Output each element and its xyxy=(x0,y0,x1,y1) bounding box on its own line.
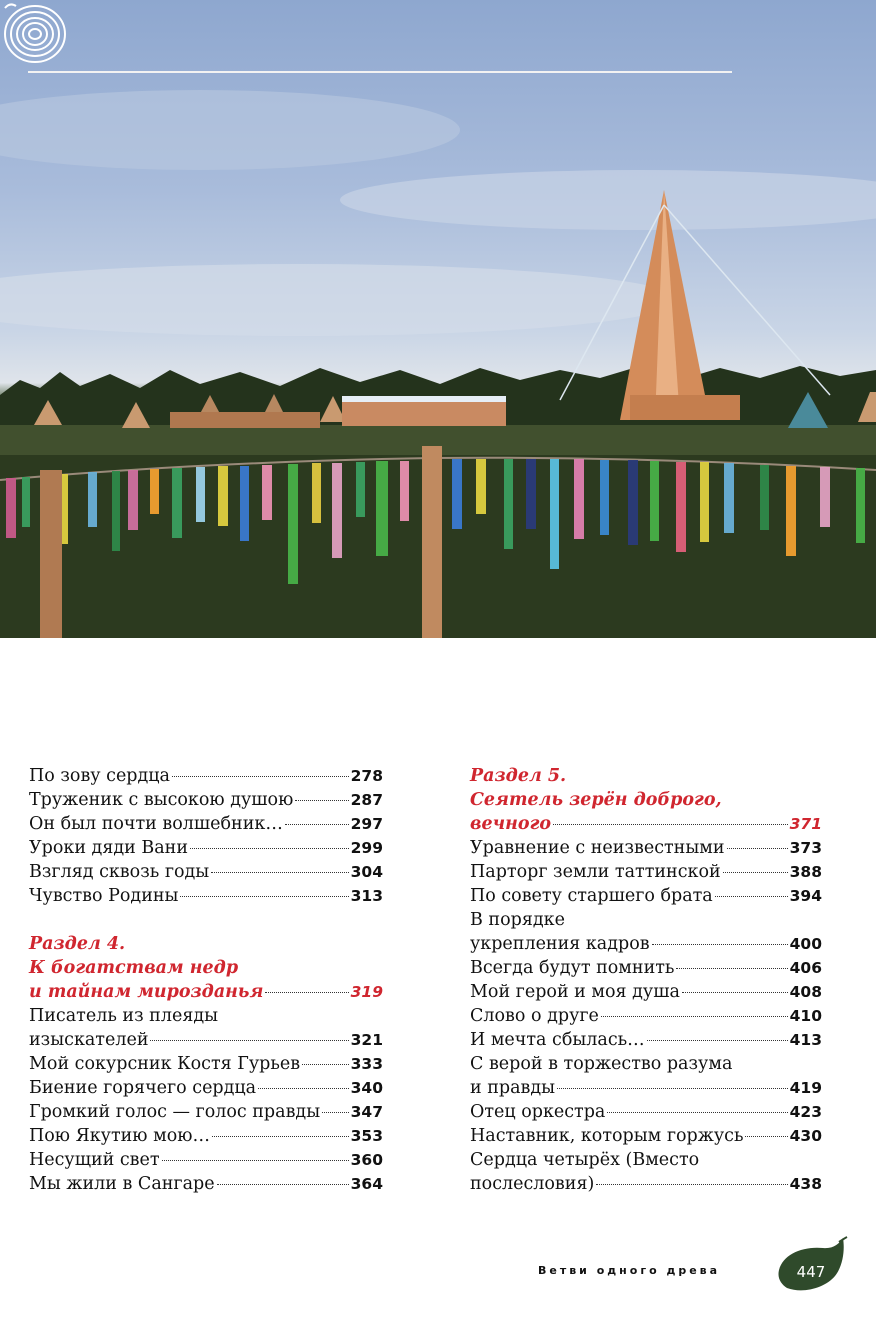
toc-entry-page: 438 xyxy=(789,1175,822,1193)
leader-dots xyxy=(285,824,349,825)
toc-entry-title: Слово о друге xyxy=(470,1006,599,1026)
section-title-line: вечного xyxy=(470,814,552,834)
leader-dots xyxy=(295,800,348,801)
toc-entry[interactable] xyxy=(29,1172,383,1196)
toc-list-a xyxy=(470,836,822,908)
festival-scene-illustration xyxy=(0,0,876,638)
leader-dots xyxy=(676,968,787,969)
toc-entry[interactable] xyxy=(470,1100,822,1124)
toc-entry-title: Писатель из плеяды xyxy=(29,1006,219,1026)
toc-entry-page: 340 xyxy=(350,1079,383,1097)
toc-entry-title: Биение горячего сердца xyxy=(29,1078,257,1098)
toc-entry[interactable] xyxy=(470,1052,822,1100)
section-4-heading[interactable] xyxy=(29,932,383,1004)
toc-entry[interactable] xyxy=(470,860,822,884)
toc-entry[interactable] xyxy=(29,1124,383,1148)
toc-entry-title: И мечта сбылась… xyxy=(470,1030,645,1050)
toc-entry[interactable] xyxy=(29,1100,383,1124)
toc-entry-title: Уравнение с неизвестными xyxy=(470,838,725,858)
toc-entry-page: 388 xyxy=(789,863,822,881)
section-number: Раздел 4. xyxy=(29,934,126,954)
toc-entry-page: 347 xyxy=(350,1103,383,1121)
leader-dots xyxy=(745,1136,787,1137)
toc-entry-page: 423 xyxy=(789,1103,822,1121)
toc-entry[interactable] xyxy=(29,812,383,836)
section-number: Раздел 5. xyxy=(470,766,567,786)
section-5-heading[interactable] xyxy=(470,764,822,836)
toc-entry-title: укрепления кадров xyxy=(470,934,650,954)
toc-entry-title: По зову сердца xyxy=(29,766,170,786)
toc-left-column xyxy=(29,764,383,1196)
toc-list-top xyxy=(29,764,383,908)
leader-dots xyxy=(652,944,788,945)
leader-dots xyxy=(322,1112,349,1113)
toc-entry[interactable] xyxy=(29,836,383,860)
section-title-line: Сеятель зерён доброго, xyxy=(470,790,722,810)
leader-dots xyxy=(682,992,788,993)
toc-right-column xyxy=(470,764,822,1196)
leader-dots xyxy=(596,1184,787,1185)
toc-list-bottom xyxy=(29,1052,383,1196)
toc-entry[interactable] xyxy=(470,1028,822,1052)
toc-entry-page: 419 xyxy=(789,1079,822,1097)
toc-entry-page: 304 xyxy=(350,863,383,881)
leader-dots xyxy=(212,1136,349,1137)
leader-dots xyxy=(180,896,348,897)
leader-dots xyxy=(601,1016,788,1017)
spacer xyxy=(29,908,383,932)
toc-entry[interactable] xyxy=(470,884,822,908)
toc-entry-page: 360 xyxy=(350,1151,383,1169)
toc-entry-page: 287 xyxy=(350,791,383,809)
toc-entry[interactable] xyxy=(470,1004,822,1028)
toc-entry-page: 313 xyxy=(350,887,383,905)
leader-dots xyxy=(727,848,788,849)
leader-dots xyxy=(162,1160,349,1161)
leader-dots xyxy=(647,1040,788,1041)
leader-dots xyxy=(553,824,788,825)
toc-entry-page: 299 xyxy=(350,839,383,857)
running-title: Ветви одного древа xyxy=(538,1264,721,1277)
leader-dots xyxy=(150,1040,348,1041)
leader-dots xyxy=(265,992,348,993)
toc-entry[interactable] xyxy=(29,1052,383,1076)
toc-entry-title: послесловия) xyxy=(470,1174,595,1194)
toc-entry-title: Сердца четырёх (Вместо xyxy=(470,1150,700,1170)
toc-entry-page: 353 xyxy=(350,1127,383,1145)
toc-entry-title: изыскателей xyxy=(29,1030,149,1050)
header-rule xyxy=(28,71,732,73)
toc-entry[interactable] xyxy=(29,1004,383,1052)
toc-entry-title: Отец оркестра xyxy=(470,1102,606,1122)
page-number: 447 xyxy=(796,1263,826,1281)
section-page: 371 xyxy=(789,815,822,833)
toc-entry-page: 394 xyxy=(789,887,822,905)
toc-list-b xyxy=(470,956,822,1052)
toc-entry-page: 321 xyxy=(350,1031,383,1049)
leader-dots xyxy=(723,872,788,873)
toc-entry-title: Парторг земли таттинской xyxy=(470,862,721,882)
leader-dots xyxy=(302,1064,349,1065)
toc-entry-title: Наставник, которым горжусь xyxy=(470,1126,744,1146)
leader-dots xyxy=(557,1088,788,1089)
toc-entry[interactable] xyxy=(29,764,383,788)
toc-entry-page: 430 xyxy=(789,1127,822,1145)
toc-entry-page: 333 xyxy=(350,1055,383,1073)
toc-entry-page: 373 xyxy=(789,839,822,857)
toc-entry[interactable] xyxy=(470,836,822,860)
cover-photo xyxy=(0,0,876,638)
toc-entry[interactable] xyxy=(29,1076,383,1100)
toc-entry-title: Взгляд сквозь годы xyxy=(29,862,210,882)
toc-entry-page: 410 xyxy=(789,1007,822,1025)
leader-dots xyxy=(217,1184,349,1185)
toc-entry[interactable] xyxy=(29,788,383,812)
toc-entry[interactable] xyxy=(29,1148,383,1172)
toc-entry-page: 400 xyxy=(789,935,822,953)
section-title-line: К богатствам недр xyxy=(29,958,239,978)
toc-entry-title: С верой в торжество разума xyxy=(470,1054,733,1074)
toc-list-c xyxy=(470,1100,822,1148)
leader-dots xyxy=(172,776,349,777)
toc-entry-title: Труженик с высокою душою xyxy=(29,790,294,810)
toc-entry-page: 364 xyxy=(350,1175,383,1193)
toc-entry-page: 413 xyxy=(789,1031,822,1049)
toc-entry[interactable] xyxy=(470,956,822,980)
toc-entry[interactable] xyxy=(29,860,383,884)
toc-entry-title: Он был почти волшебник… xyxy=(29,814,283,834)
toc-entry-title: Громкий голос — голос правды xyxy=(29,1102,321,1122)
toc-entry-page: 408 xyxy=(789,983,822,1001)
toc-entry-title: В порядке xyxy=(470,910,565,930)
toc-entry[interactable] xyxy=(470,980,822,1004)
leader-dots xyxy=(715,896,788,897)
leader-dots xyxy=(211,872,348,873)
tree-ring-icon xyxy=(0,0,70,66)
leader-dots xyxy=(258,1088,349,1089)
toc-entry-title: и правды xyxy=(470,1078,556,1098)
leader-dots xyxy=(607,1112,787,1113)
toc-entry-title: Несущий свет xyxy=(29,1150,160,1170)
toc-entry[interactable] xyxy=(470,908,822,956)
toc-entry-title: По совету старшего брата xyxy=(470,886,713,906)
toc-entry-title: Пою Якутию мою… xyxy=(29,1126,210,1146)
toc-entry[interactable] xyxy=(29,884,383,908)
toc-entry-title: Мы жили в Сангаре xyxy=(29,1174,215,1194)
toc-entry-title: Мой сокурсник Костя Гурьев xyxy=(29,1054,301,1074)
toc-entry[interactable] xyxy=(470,1148,822,1196)
toc-entry-title: Чувство Родины xyxy=(29,886,179,906)
toc-entry-page: 297 xyxy=(350,815,383,833)
toc-entry-page: 278 xyxy=(350,767,383,785)
toc-entry-title: Всегда будут помнить xyxy=(470,958,675,978)
section-page: 319 xyxy=(350,983,383,1001)
toc-entry[interactable] xyxy=(470,1124,822,1148)
toc-entry-page: 406 xyxy=(789,959,822,977)
toc-entry-title: Уроки дяди Вани xyxy=(29,838,188,858)
section-title-line: и тайнам мирозданья xyxy=(29,982,264,1002)
toc-entry-title: Мой герой и моя душа xyxy=(470,982,680,1002)
leader-dots xyxy=(190,848,349,849)
